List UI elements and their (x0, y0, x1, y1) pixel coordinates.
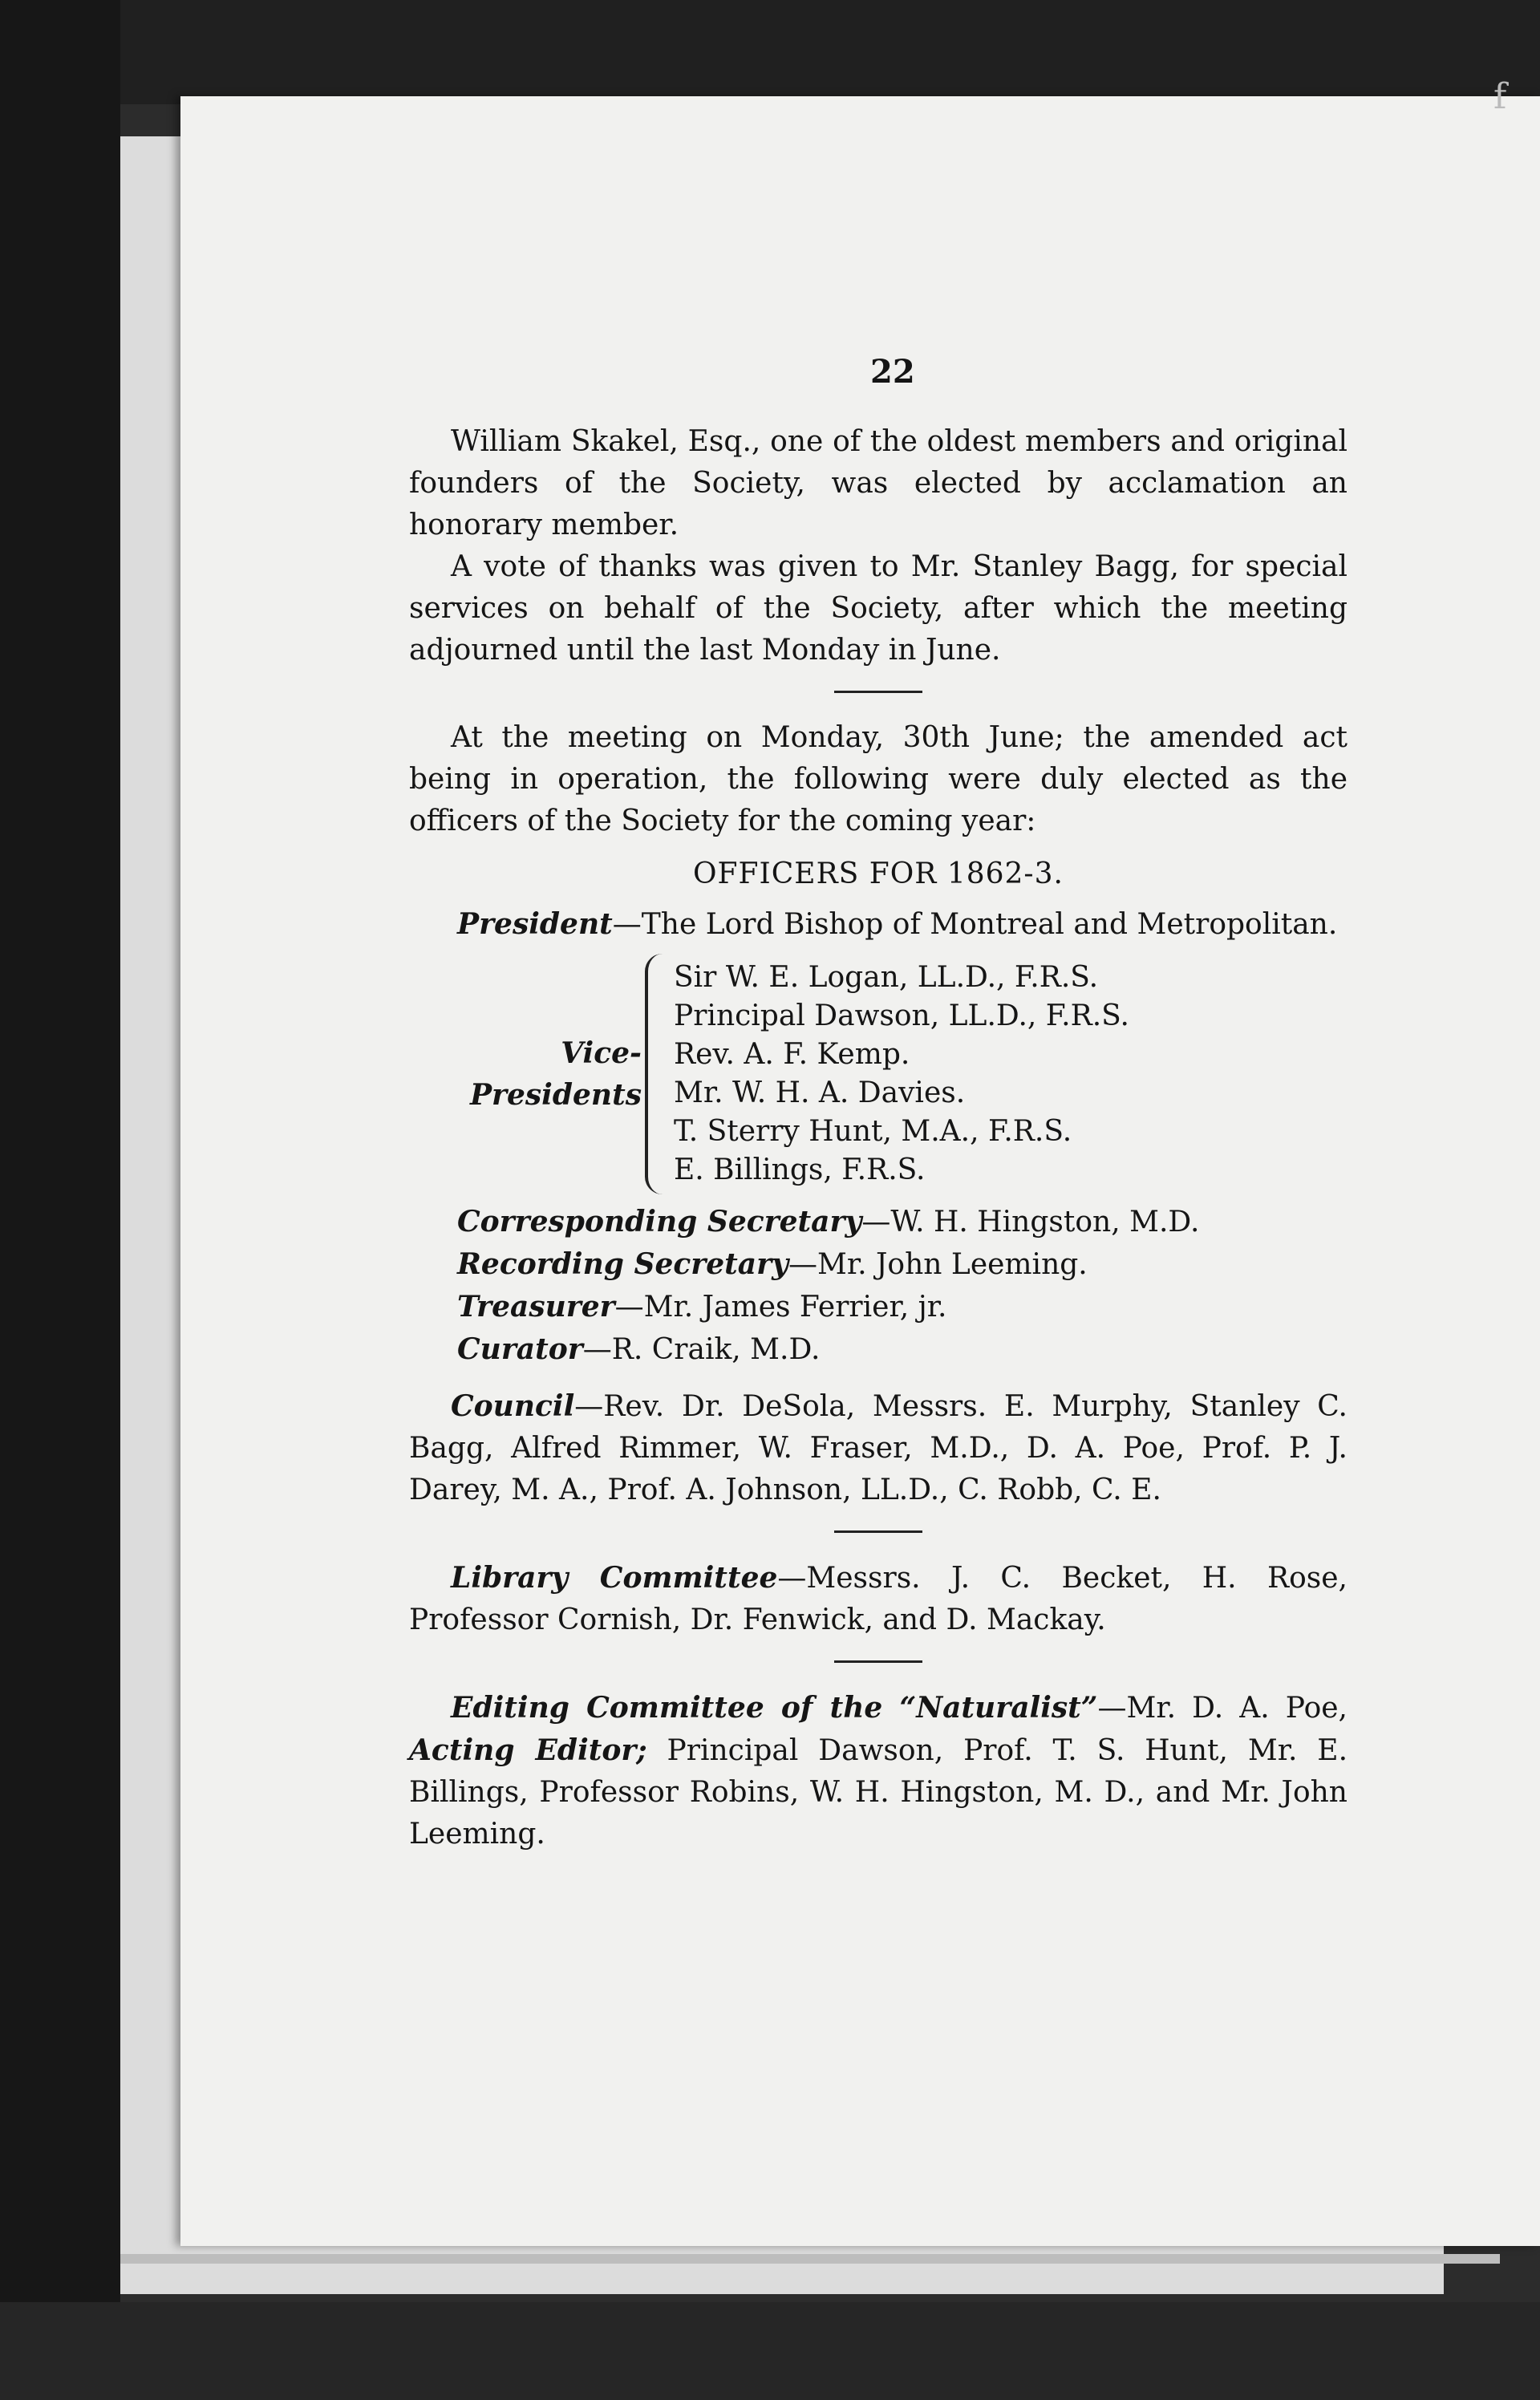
treasurer-name: —Mr. James Ferrier, jr. (614, 1291, 947, 1324)
corresponding-secretary-name: —W. H. Hingston, M.D. (861, 1206, 1200, 1239)
corresponding-secretary-label: Corresponding Secretary (457, 1205, 862, 1239)
acting-editor-label: Acting Editor; (409, 1733, 647, 1767)
president-line (457, 903, 1348, 946)
council-paragraph (409, 1385, 1348, 1511)
spacer (409, 1371, 1348, 1385)
brace-icon (645, 954, 666, 1194)
page-content (409, 421, 1348, 1855)
editing-committee-members: Principal Dawson, Prof. T. S. Hunt, Mr. E. Billings, Professor Robins, W. H. Hingston, M. D., and Mr. John Leeming. (409, 1734, 1348, 1851)
vice-presidents-block (409, 954, 1348, 1194)
corresponding-secretary-line (457, 1201, 1348, 1243)
editing-committee-label: Editing Committee of the “Naturalist” (451, 1691, 1098, 1725)
vice-president-item: Mr. W. H. A. Davies. (674, 1076, 966, 1109)
vice-president-item: Sir W. E. Logan, LL.D., F.R.S. (674, 961, 1099, 994)
curator-label: Curator (457, 1332, 583, 1366)
vice-president-item: E. Billings, F.R.S. (674, 1153, 926, 1186)
scan-left-border (0, 0, 120, 2400)
paragraph-vote-of-thanks: A vote of thanks was given to Mr. Stanley Bagg, for special services on behalf of the Society, after which the meeting adjourned until the last Monday in June. (409, 550, 1348, 667)
corner-mark: f (1493, 76, 1507, 117)
page-number: 22 (870, 353, 915, 391)
scan-bottom-border (0, 2302, 1540, 2400)
vice-president-item: Rev. A. F. Kemp. (674, 1038, 910, 1071)
officers-heading: OFFICERS FOR 1862-3. (693, 857, 1064, 890)
section-divider (834, 1530, 922, 1533)
president-name: —The Lord Bishop of Montreal and Metropolitan. (612, 908, 1338, 941)
paragraph-meeting: At the meeting on Monday, 30th June; the amended act being in operation, the following were duly elected as the officers of the Society for the coming year: (409, 721, 1348, 837)
recording-secretary-name: —Mr. John Leeming. (788, 1248, 1088, 1281)
curator-line (457, 1328, 1348, 1371)
president-label: President (457, 907, 613, 941)
council-members: —Rev. Dr. DeSola, Messrs. E. Murphy, Stanley C. Bagg, Alfred Rimmer, W. Fraser, M.D., D. A. Poe, Prof. P. J. Darey, M. A., Prof. A. Johnson, LL.D., C. Robb, C. E. (409, 1390, 1348, 1506)
vice-president-item: Principal Dawson, LL.D., F.R.S. (674, 999, 1129, 1032)
scan-top-border (0, 0, 1540, 104)
paragraph-honorary-member: William Skakel, Esq., one of the oldest members and original founders of the Society, was elected by acclamation an honorary member. (409, 425, 1348, 541)
page-bottom-edge (120, 2254, 1500, 2264)
section-divider (834, 691, 922, 693)
editing-committee-paragraph (409, 1687, 1348, 1855)
library-committee-members: —Messrs. J. C. Becket, H. Rose, Professor Cornish, Dr. Fenwick, and D. Mackay. (409, 1562, 1348, 1636)
section-divider (834, 1660, 922, 1663)
recording-secretary-line (457, 1243, 1348, 1286)
treasurer-line (457, 1286, 1348, 1328)
library-committee-label: Library Committee (451, 1561, 778, 1595)
council-label: Council (451, 1389, 575, 1423)
editing-committee-editor: —Mr. D. A. Poe, (1097, 1692, 1348, 1725)
library-committee-paragraph (409, 1557, 1348, 1641)
vice-presidents-label: Vice-Presidents (469, 1036, 642, 1112)
vice-president-item: T. Sterry Hunt, M.A., F.R.S. (674, 1115, 1072, 1148)
curator-name: —R. Craik, M.D. (582, 1333, 821, 1366)
vice-presidents-list (674, 959, 1129, 1190)
treasurer-label: Treasurer (457, 1290, 615, 1324)
recording-secretary-label: Recording Secretary (457, 1247, 788, 1281)
